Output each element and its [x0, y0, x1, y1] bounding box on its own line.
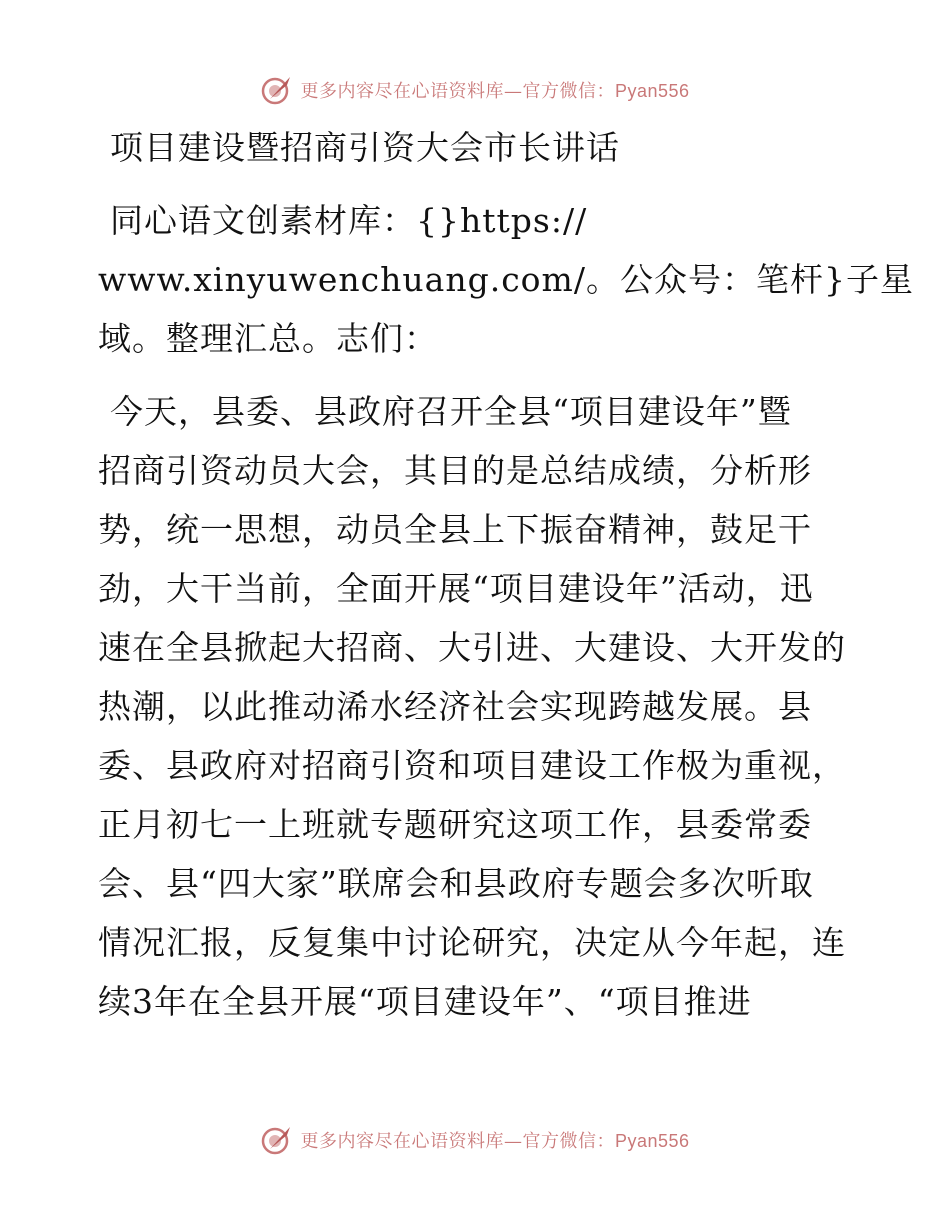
body-line-7: 委、县政府对招商引资和项目建设工作极为重视，: [98, 746, 846, 785]
document-body: [98, 118, 914, 1031]
body-line-3: 势，统一思想，动员全县上下振奋精神，鼓足干: [98, 510, 812, 549]
body-line-1: 今天，县委、县政府召开全县“项目建设年”暨: [110, 392, 792, 431]
intro-line-2: www.xinyuwenchuang.com/。公众号：笔杆}子星: [98, 260, 914, 299]
watermark-banner-bottom: [0, 1120, 950, 1160]
body-line-6: 热潮，以此推动浠水经济社会实现跨越发展。县: [98, 687, 812, 726]
body-line-9: 会、县“四大家”联席会和县政府专题会多次听取: [98, 864, 814, 903]
body-line-8: 正月初七一上班就专题研究这项工作，县委常委: [98, 805, 812, 844]
document-title: 项目建设暨招商引资大会市长讲话: [110, 128, 620, 167]
intro-line-1: 同心语文创素材库：{}https://: [110, 201, 588, 240]
watermark-text: 更多内容尽在心语资料库—官方微信：Pyan556: [300, 81, 690, 102]
body-line-11: 续3年在全县开展“项目建设年”、“项目推进: [98, 982, 752, 1021]
quill-seal-icon: [260, 1123, 294, 1157]
body-line-10: 情况汇报，反复集中讨论研究，决定从今年起，连: [98, 923, 846, 962]
body-line-2: 招商引资动员大会，其目的是总结成绩，分析形: [98, 451, 812, 490]
body-line-5: 速在全县掀起大招商、大引进、大建设、大开发的: [98, 628, 846, 667]
body-line-4: 劲，大干当前，全面开展“项目建设年”活动，迅: [98, 569, 814, 608]
watermark-text: 更多内容尽在心语资料库—官方微信：Pyan556: [300, 1131, 690, 1152]
quill-seal-icon: [260, 73, 294, 107]
intro-line-3: 域。整理汇总。志们：: [98, 319, 438, 358]
watermark-banner-top: [0, 70, 950, 110]
